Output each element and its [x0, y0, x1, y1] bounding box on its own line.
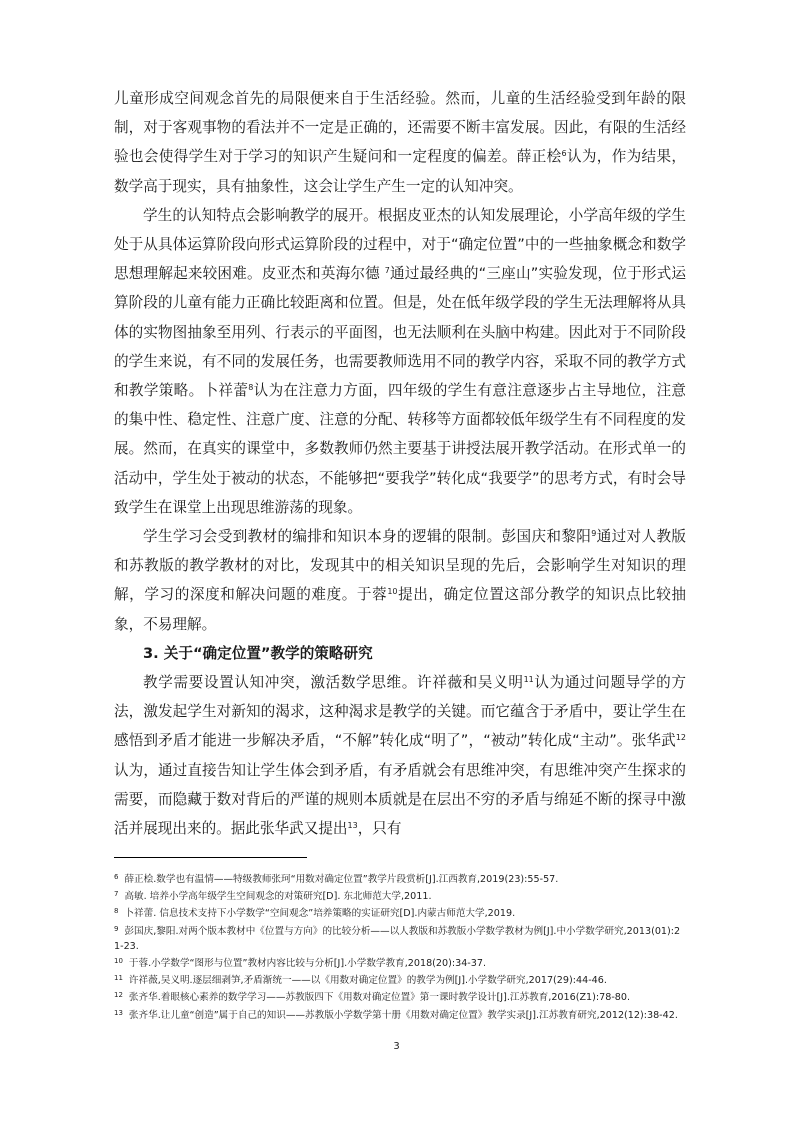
- footnote-reference: 9: [591, 529, 597, 539]
- footnote-text: 张齐华.让儿童“创造”属于自己的知识——苏教版小学数学第十册《用数对确定位置》教学实录[J].江苏教育研究,2012(12):38-42.: [128, 1009, 678, 1021]
- footnote-number: 12: [114, 991, 123, 1000]
- paragraph-text: 认为在注意力方面，四年级的学生有意注意逐步占主导地位，注意的集中性、稳定性、注意广度、注意的分配、转移等方面都较低年级学生有不同程度的发展。然而，在真实的课堂中，多数教师仍然主要基于讲授法展开教学活动。在形式单一的活动中，学生处于被动的状态，不能够把“要我学”转化成“我要学”的思考方式，有时会导致学生在课堂上出现思维游荡的现象。: [114, 382, 686, 516]
- footnote-reference: 13: [347, 821, 358, 831]
- footnote: [114, 954, 686, 971]
- paragraph-text: 通过对人教版和苏教版的教学教材的对比，发现其中的相关知识呈现的先后，会影响学生对知识的理解，学习的深度和解决问题的难度。于蓉: [114, 528, 686, 604]
- body-text: [114, 0, 686, 843]
- paragraph-text: 学生学习会受到教材的编排和知识本身的逻辑的限制。彭国庆和黎阳: [143, 528, 592, 546]
- section-heading: 3. 关于“确定位置”教学的策略研究: [143, 644, 373, 662]
- paragraph-text: 提出，确定位置这部分教学的知识点比较抽象，不易理解。: [114, 586, 686, 633]
- footnote-text: 于蓉.小学数学“图形与位置”教材内容比较与分析[J].小学数学教育,2018(20):34-37.: [128, 958, 487, 970]
- footnote-reference: 12: [675, 733, 686, 743]
- footnote-number: 7: [114, 890, 119, 899]
- paragraph-text: 认为通过问题导学的方法，激发起学生对新知的渴求，这种渴求是教学的关键。而它蕴含于矛盾中，要让学生在感悟到矛盾才能进一步解决矛盾，“不解”转化成“明了”，“被动”转化成“主动”。张华武: [114, 674, 686, 750]
- footnote-text: 高敏. 培养小学高年级学生空间观念的对策研究[D]. 东北师范大学,2011.: [124, 891, 432, 903]
- footnote-number: 8: [114, 907, 119, 916]
- paragraph-text: 儿童形成空间观念首先的局限便来自于生活经验。然而，儿童的生活经验受到年龄的限制，对于客观事物的看法并不一定是正确的，还需要不断丰富发展。因此，有限的生活经验也会使得学生对于学习的知识产生疑问和一定程度的偏差。薛正桧: [114, 90, 686, 166]
- footnote-number: 6: [114, 873, 119, 881]
- footnote-text: 卜祥蕾. 信息技术支持下小学数学“空间观念”培养策略的实证研究[D].内蒙古师范大学,2019.: [124, 908, 516, 920]
- paragraph-text: 认为，作为结果，数学高于现实，具有抽象性，这会让学生产生一定的认知冲突。: [114, 148, 686, 195]
- footnote-text: 张齐华.着眼核心素养的数学学习——苏教版四下《用数对确定位置》第一课时教学设计[J].江苏教育,2016(Z1):78-80.: [128, 992, 631, 1004]
- footnote-number: 9: [114, 924, 119, 933]
- footnote: [114, 1006, 686, 1023]
- paragraph: [114, 522, 686, 639]
- paragraph: [114, 668, 686, 843]
- footnote-reference: 6: [561, 149, 567, 159]
- paragraph-text: 通过最经典的“三座山”实验发现，位于形式运算阶段的儿童有能力正确比较距离和位置。但是，处在低年级学段的学生无法理解将从具体的实物图抽象至用列、行表示的平面图，也无法顺利在头脑中构建。因此对于不同阶段的学生来说，有不同的发展任务，也需要教师选用不同的教学内容，采取不同的教学方式和教学策略。卜祥蕾: [114, 265, 687, 400]
- footnote: [114, 870, 686, 887]
- paragraph-text: 认为，通过直接告知让学生体会到矛盾，有矛盾就会有思维冲突，有思维冲突产生探求的需要，而隐藏于数对背后的严谨的规则本质就是在层出不穷的矛盾与绵延不断的探寻中激活并展现出来的。据此张华武又提出: [114, 761, 686, 838]
- footnote-reference: 8: [248, 383, 254, 393]
- footnote: [114, 971, 686, 988]
- footnote-text: 许祥薇,吴义明.逐层细剥笋,矛盾渐统一——以《用数对确定位置》的教学为例[J].小学数学研究,2017(29):44-46.: [128, 975, 607, 987]
- paragraph-text: 学生的认知特点会影响教学的展开。根据皮亚杰的认知发展理论，小学高年级的学生处于从具体运算阶段向形式运算阶段的过程中，对于“确定位置”中的一些抽象概念和数学思想理解起来较困难。皮亚杰和英海尔德: [114, 206, 686, 283]
- footnote-number: 13: [114, 1008, 123, 1017]
- footnotes: [114, 870, 686, 1023]
- paragraph: [114, 84, 686, 201]
- footnote-divider: [114, 857, 307, 858]
- paragraph-text: 教学需要设置认知冲突，激活数学思维。许祥薇和吴义明: [143, 674, 524, 692]
- footnote-reference: 11: [523, 675, 534, 685]
- footnote: [114, 922, 686, 954]
- footnote-text: 薛正桧.数学也有温情——特级教师张珂“用数对确定位置”教学片段赏析[J].江西教育,2019(23):55-57.: [124, 874, 559, 885]
- paragraph-text: ，只有: [357, 820, 402, 838]
- paragraph-group: [114, 668, 686, 843]
- footnote-number: 10: [114, 957, 123, 966]
- footnote: [114, 988, 686, 1005]
- paragraph-group: [114, 0, 686, 639]
- footnote-text: 彭国庆,黎阳.对两个版本教材中《位置与方向》的比较分析——以人教版和苏教版小学数学教材为例[J].中小学数学研究,2013(01):21-23.: [114, 925, 681, 952]
- paragraph: [114, 201, 686, 522]
- footnote-number: 11: [114, 974, 123, 983]
- footnote: [114, 904, 686, 921]
- footnote-reference: 10: [387, 587, 398, 597]
- footnote-reference: 7: [384, 266, 390, 276]
- footnote: [114, 887, 686, 904]
- page-number: 3: [393, 1041, 400, 1052]
